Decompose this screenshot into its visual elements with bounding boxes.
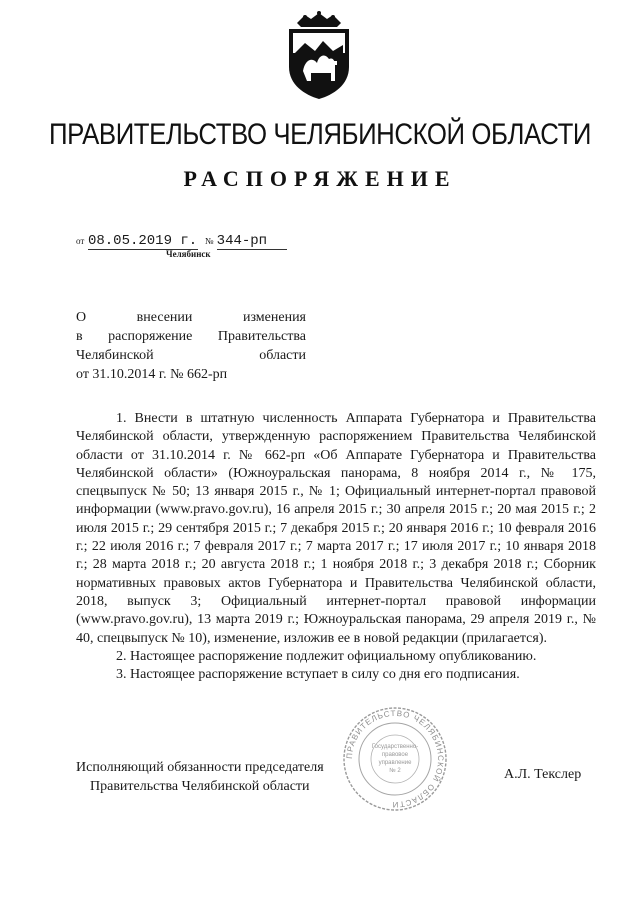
subject-line-2 [76,327,306,346]
document-date: 08.05.2019 г. [87,233,198,249]
subject-word: изменения [242,310,306,325]
date-prefix: от [76,236,85,246]
registration-line [76,232,287,250]
paragraph-item-1: 1. Внести в штатную численность Аппарата Губернатора и Правительства Челябинской области, утвержденную распоряжением Правительства Челябинской области от 31.10.2014 г. № 662-рп «Об Аппарате Губернатора и Правительства Челябинской области» (Южноуральская панорама, 8 ноября 2014 г., № 175, спецвыпуск № 50; 13 января 2015 г., № 1; Официальный интернет-портал правовой информации (www.pravo.gov.ru), 16 апреля 2015 г.; 30 апреля 2015 г.; 20 мая 2015 г.; 2 июля 2015 г.; 29 сентября 2015 г.; 7 декабря 2015 г.; 20 января 2016 г.; 10 февраля 2016 г.; 22 июля 2016 г.; 7 февраля 2017 г.; 7 марта 2017 г.; 17 июля 2017 г.; 10 января 2018 г.; 28 марта 2018 г.; 20 августа 2018 г.; 1 ноября 2018 г.; 3 декабря 2018 г.; Сборник нормативных правовых актов Губернатора и Правительства Челябинской области, 2018, выпуск 3; Официальный интернет-портал правовой информации (www.pravo.gov.ru), 13 марта 2019 г.; Южноуральская панорама, 29 апреля 2019 г., № 40, спецвыпуск № 10), изменение, изложив ее в новой редакции (прилагается). [76,411,596,646]
subject-line-1 [76,308,306,327]
subject-word: в [76,329,83,344]
paragraph-item-2: 2. Настоящее распоряжение подлежит официальному опубликованию. [116,648,537,664]
seal-inner-line: Государственно- [371,744,419,750]
organization-title: ПРАВИТЕЛЬСТВО ЧЕЛЯБИНСКОЙ ОБЛАСТИ [48,118,592,151]
city-label: Челябинск [166,249,211,259]
coat-of-arms-icon [283,9,355,101]
document-body [76,410,596,684]
svg-text:ПРАВИТЕЛЬСТВО ЧЕЛЯБИНСКОЙ ОБЛА [345,709,445,809]
official-seal-stamp [342,706,448,812]
seal-inner-line: правовое [381,752,409,758]
subject-word: Челябинской [76,348,154,363]
subject-line-3 [76,346,306,365]
seal-inner-line: № 2 [389,768,401,774]
document-number: 344-рп [217,233,287,250]
signer-title-line-2: Правительства Челябинской области [90,779,310,794]
number-prefix: № [204,236,214,246]
subject-word: О [76,310,87,325]
subject-word: Правительства [217,329,306,344]
seal-outer-text: ПРАВИТЕЛЬСТВО ЧЕЛЯБИНСКОЙ ОБЛАСТИ [344,708,446,810]
signer-name: А.Л. Текслер [504,767,582,782]
subject-word: внесении [136,310,193,325]
subject-word: области [259,348,306,363]
paragraph-item-3: 3. Настоящее распоряжение вступает в силу со дня его подписания. [116,667,520,683]
document-subject [76,308,306,384]
signer-title-line-1: Исполняющий обязанности председателя [76,760,324,775]
seal-inner-line: управление [378,760,412,766]
subject-line-4: от 31.10.2014 г. № 662-рп [76,367,228,382]
subject-word: распоряжение [108,329,193,344]
document-type: РАСПОРЯЖЕНИЕ [183,166,457,191]
signer-title [76,758,324,796]
